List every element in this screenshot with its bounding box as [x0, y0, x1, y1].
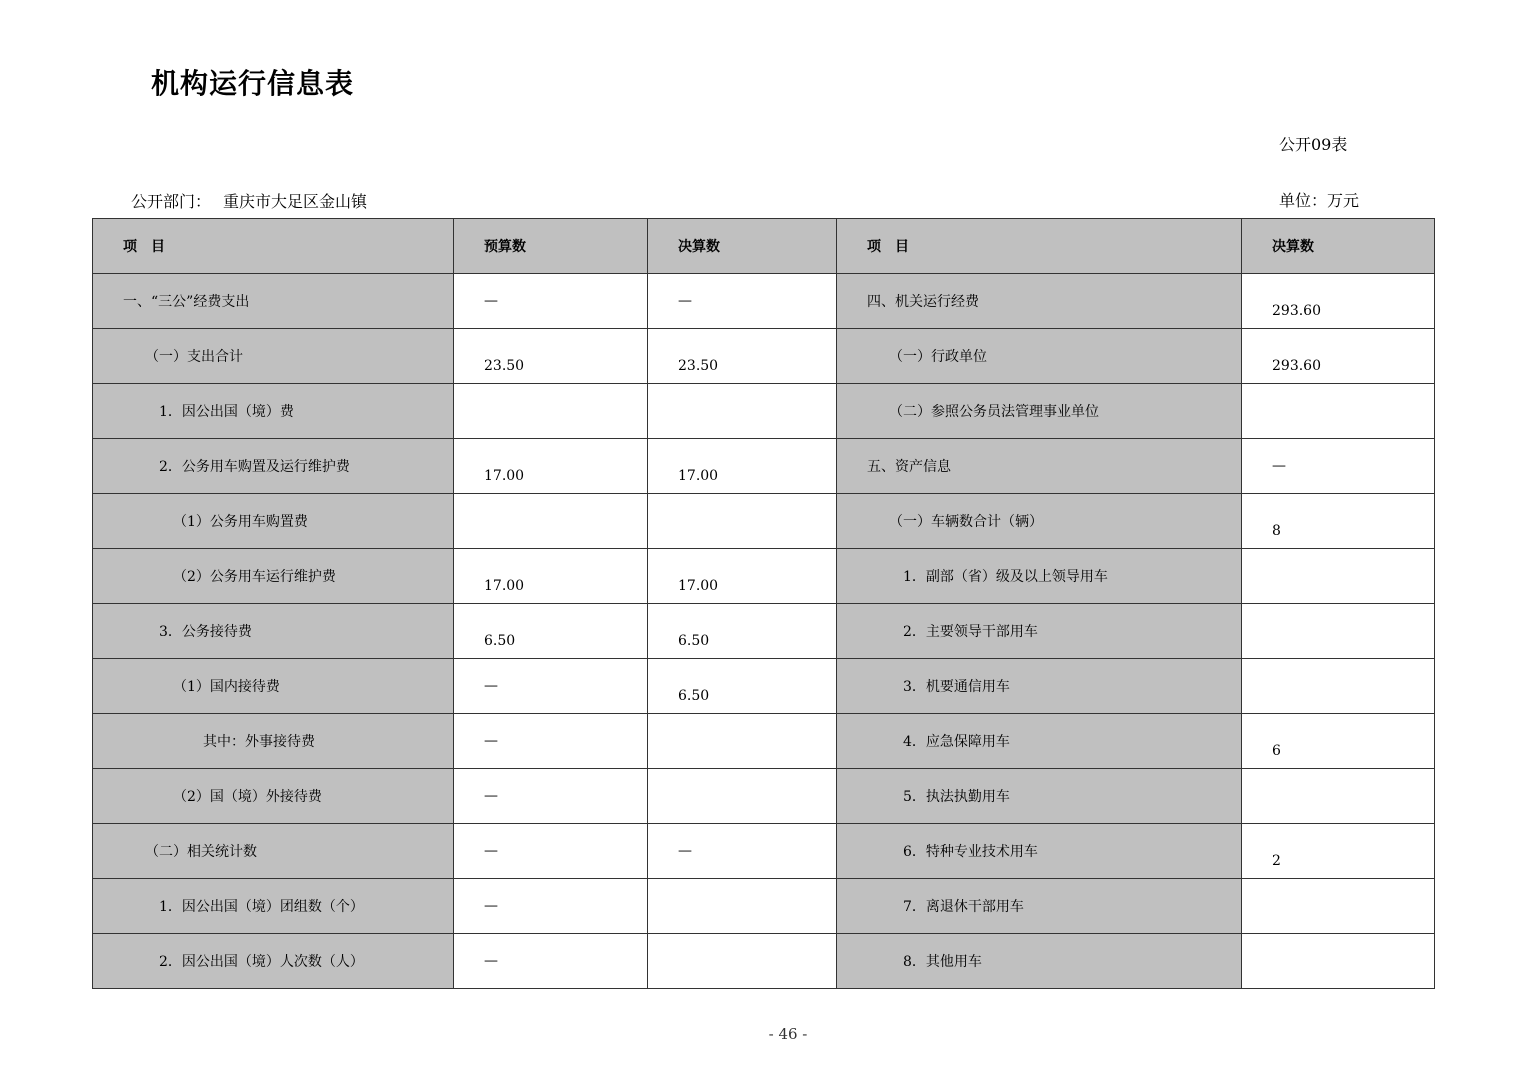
right-value-cell	[1242, 604, 1435, 659]
table-row	[93, 439, 1435, 494]
right-value-cell: 293.60	[1242, 274, 1435, 329]
table-row	[93, 879, 1435, 934]
right-value-cell	[1242, 769, 1435, 824]
header-final-right: 决算数	[1242, 219, 1435, 274]
final-cell	[648, 714, 837, 769]
department-name: 重庆市大足区金山镇	[223, 192, 368, 211]
final-cell: —	[648, 274, 837, 329]
header-item-right: 项 目	[837, 219, 1242, 274]
right-value-cell	[1242, 549, 1435, 604]
budget-cell: —	[454, 769, 648, 824]
right-value-cell	[1242, 384, 1435, 439]
header-budget: 预算数	[454, 219, 648, 274]
budget-cell: —	[454, 824, 648, 879]
page-number: - 46 -	[768, 1025, 808, 1043]
budget-cell: 23.50	[454, 329, 648, 384]
budget-cell: 17.00	[454, 549, 648, 604]
right-value-cell	[1242, 659, 1435, 714]
right-value-cell: 6	[1242, 714, 1435, 769]
row-label-left: 一、“三公”经费支出	[93, 274, 454, 329]
row-label-left: （一）支出合计	[93, 329, 454, 384]
row-label-right: 1．副部（省）级及以上领导用车	[837, 549, 1242, 604]
final-cell	[648, 494, 837, 549]
info-table	[92, 218, 1435, 989]
header-item-left: 项 目	[93, 219, 454, 274]
budget-cell: —	[454, 934, 648, 989]
table-row	[93, 384, 1435, 439]
row-label-right: 四、机关运行经费	[837, 274, 1242, 329]
row-label-left: （1）国内接待费	[93, 659, 454, 714]
table-row	[93, 604, 1435, 659]
final-cell: 6.50	[648, 604, 837, 659]
department-line	[131, 189, 367, 212]
table-row	[93, 329, 1435, 384]
table-row	[93, 659, 1435, 714]
row-label-left: （2）国（境）外接待费	[93, 769, 454, 824]
budget-cell: —	[454, 274, 648, 329]
right-value-cell: 2	[1242, 824, 1435, 879]
row-label-left: 其中：外事接待费	[93, 714, 454, 769]
table-row	[93, 934, 1435, 989]
unit-label: 单位：万元	[1279, 191, 1360, 210]
table-number: 公开09表	[1279, 135, 1348, 154]
row-label-left: （2）公务用车运行维护费	[93, 549, 454, 604]
row-label-right: 8．其他用车	[837, 934, 1242, 989]
budget-cell: —	[454, 714, 648, 769]
row-label-right: 7．离退休干部用车	[837, 879, 1242, 934]
right-value-cell	[1242, 934, 1435, 989]
right-value-cell: —	[1242, 439, 1435, 494]
row-label-right: 4．应急保障用车	[837, 714, 1242, 769]
table-row	[93, 714, 1435, 769]
budget-cell	[454, 384, 648, 439]
row-label-left: 3．公务接待费	[93, 604, 454, 659]
row-label-right: 6．特种专业技术用车	[837, 824, 1242, 879]
table-row	[93, 824, 1435, 879]
department-label: 公开部门：	[131, 192, 212, 211]
final-cell	[648, 769, 837, 824]
row-label-left: （1）公务用车购置费	[93, 494, 454, 549]
table-header-row	[93, 219, 1435, 274]
row-label-right: 五、资产信息	[837, 439, 1242, 494]
row-label-left: 2．公务用车购置及运行维护费	[93, 439, 454, 494]
budget-cell: 17.00	[454, 439, 648, 494]
final-cell	[648, 934, 837, 989]
table-row	[93, 494, 1435, 549]
row-label-right: 2．主要领导干部用车	[837, 604, 1242, 659]
table-row	[93, 274, 1435, 329]
final-cell	[648, 384, 837, 439]
right-value-cell	[1242, 879, 1435, 934]
final-cell: —	[648, 824, 837, 879]
page-title: 机构运行信息表	[151, 67, 355, 100]
final-cell	[648, 879, 837, 934]
row-label-right: 5．执法执勤用车	[837, 769, 1242, 824]
row-label-right: （二）参照公务员法管理事业单位	[837, 384, 1242, 439]
row-label-left: 1．因公出国（境）费	[93, 384, 454, 439]
budget-cell: 6.50	[454, 604, 648, 659]
budget-cell	[454, 494, 648, 549]
row-label-left: 1．因公出国（境）团组数（个）	[93, 879, 454, 934]
budget-cell: —	[454, 659, 648, 714]
final-cell: 17.00	[648, 439, 837, 494]
final-cell: 23.50	[648, 329, 837, 384]
right-value-cell: 8	[1242, 494, 1435, 549]
row-label-right: （一）行政单位	[837, 329, 1242, 384]
final-cell: 17.00	[648, 549, 837, 604]
row-label-left: 2．因公出国（境）人次数（人）	[93, 934, 454, 989]
budget-cell: —	[454, 879, 648, 934]
table-row	[93, 769, 1435, 824]
table-row	[93, 549, 1435, 604]
final-cell: 6.50	[648, 659, 837, 714]
row-label-left: （二）相关统计数	[93, 824, 454, 879]
header-final-left: 决算数	[648, 219, 837, 274]
row-label-right: 3．机要通信用车	[837, 659, 1242, 714]
right-value-cell: 293.60	[1242, 329, 1435, 384]
row-label-right: （一）车辆数合计（辆）	[837, 494, 1242, 549]
